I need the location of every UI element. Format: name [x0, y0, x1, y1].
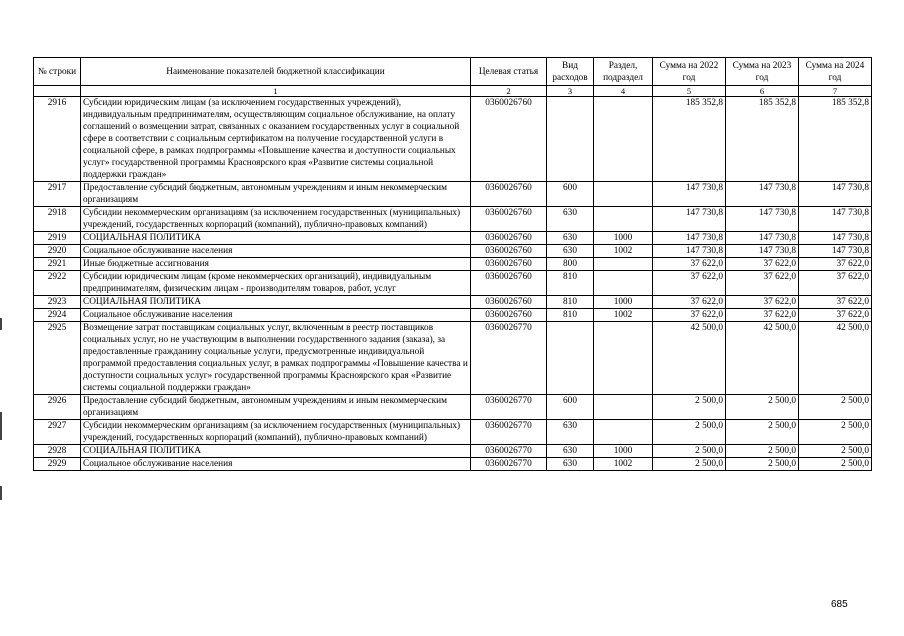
row-name: Возмещение затрат поставщикам социальных услуг, включенным в реестр поставщиков социальных услуг, но не участвующим в выполнении государственного задания (заказа), за предоставленные гражданину социальные услуги, предусмотренные индивидуальной программой предоставления социальных услуг, в рамках подпрограммы «Повышение качества и доступности социальных услуг» государственной программы Красноярского края «Развитие системы социальной поддержки граждан» [81, 322, 471, 395]
column-number: 4 [594, 86, 653, 97]
row-sum-2023: 147 730,8 [726, 207, 799, 232]
column-number: 5 [653, 86, 726, 97]
row-sum-2024: 185 352,8 [799, 97, 872, 182]
row-expense-type: 810 [547, 309, 594, 322]
row-number: 2924 [34, 309, 81, 322]
row-sum-2024: 37 622,0 [799, 296, 872, 309]
table-row [34, 420, 872, 445]
row-sum-2024: 37 622,0 [799, 258, 872, 271]
row-expense-type: 800 [547, 258, 594, 271]
row-sum-2024: 2 500,0 [799, 445, 872, 458]
column-number: 3 [547, 86, 594, 97]
header-name: Наименование показателей бюджетной классификации [81, 58, 471, 86]
scan-edge-mark [0, 318, 2, 330]
row-section: 1000 [594, 296, 653, 309]
row-expense-type: 630 [547, 420, 594, 445]
scan-edge-mark [0, 486, 2, 500]
row-sum-2022: 42 500,0 [653, 322, 726, 395]
row-name: Предоставление субсидий бюджетным, автономным учреждениям и иным некоммерческим организациям [81, 395, 471, 420]
row-target-article: 0360026760 [471, 207, 547, 232]
column-number: 6 [726, 86, 799, 97]
row-expense-type: 600 [547, 395, 594, 420]
row-number: 2920 [34, 245, 81, 258]
row-sum-2022: 37 622,0 [653, 258, 726, 271]
row-name: Субсидии юридическим лицам (за исключением государственных учреждений), индивидуальным предпринимателям, осуществляющим социальное обслуживание, на оплату соглашений о возмещении затрат, связанных с оказанием государственных услуг в социальной сфере в соответствии с социальным сертификатом на получение государственной услуги в социальной сфере, в рамках подпрограммы «Повышение качества и доступности социальных услуг» государственной программы Красноярского края «Развитие системы социальной поддержки граждан» [81, 97, 471, 182]
header-section: Раздел, подраздел [594, 58, 653, 86]
row-expense-type: 630 [547, 232, 594, 245]
row-sum-2024: 2 500,0 [799, 458, 872, 471]
row-sum-2023: 2 500,0 [726, 420, 799, 445]
table-row [34, 296, 872, 309]
row-section: 1002 [594, 458, 653, 471]
row-sum-2022: 37 622,0 [653, 296, 726, 309]
row-expense-type: 630 [547, 245, 594, 258]
row-sum-2022: 147 730,8 [653, 207, 726, 232]
header-sum-2023: Сумма на 2023 год [726, 58, 799, 86]
scan-edge-mark [0, 412, 2, 440]
header-expense-type: Вид расходов [547, 58, 594, 86]
row-sum-2023: 37 622,0 [726, 309, 799, 322]
budget-table [33, 57, 872, 471]
row-section [594, 182, 653, 207]
row-number: 2926 [34, 395, 81, 420]
row-sum-2023: 37 622,0 [726, 296, 799, 309]
row-name: Субсидии некоммерческим организациям (за исключением государственных (муниципальных) учреждений, государственных корпораций (компаний), публично-правовых компаний) [81, 420, 471, 445]
row-section [594, 207, 653, 232]
row-sum-2024: 37 622,0 [799, 309, 872, 322]
row-sum-2024: 2 500,0 [799, 395, 872, 420]
table-row [34, 271, 872, 296]
row-sum-2023: 147 730,8 [726, 232, 799, 245]
table-row [34, 309, 872, 322]
row-section: 1002 [594, 309, 653, 322]
row-expense-type: 630 [547, 458, 594, 471]
column-number: 1 [81, 86, 471, 97]
row-sum-2023: 2 500,0 [726, 395, 799, 420]
row-sum-2022: 147 730,8 [653, 245, 726, 258]
row-target-article: 0360026770 [471, 322, 547, 395]
row-section: 1000 [594, 445, 653, 458]
row-expense-type: 810 [547, 271, 594, 296]
row-sum-2023: 2 500,0 [726, 445, 799, 458]
row-number: 2929 [34, 458, 81, 471]
row-expense-type [547, 97, 594, 182]
row-target-article: 0360026760 [471, 271, 547, 296]
table-row [34, 182, 872, 207]
row-number: 2919 [34, 232, 81, 245]
row-target-article: 0360026770 [471, 420, 547, 445]
row-section [594, 420, 653, 445]
header-sum-2024: Сумма на 2024 год [799, 58, 872, 86]
row-sum-2022: 185 352,8 [653, 97, 726, 182]
column-number [34, 86, 81, 97]
row-sum-2022: 2 500,0 [653, 420, 726, 445]
row-sum-2022: 37 622,0 [653, 309, 726, 322]
row-sum-2024: 147 730,8 [799, 182, 872, 207]
row-sum-2022: 2 500,0 [653, 395, 726, 420]
row-number: 2916 [34, 97, 81, 182]
row-number: 2923 [34, 296, 81, 309]
row-name: Иные бюджетные ассигнования [81, 258, 471, 271]
table-row [34, 258, 872, 271]
row-target-article: 0360026760 [471, 245, 547, 258]
table-row [34, 232, 872, 245]
row-name: Социальное обслуживание населения [81, 245, 471, 258]
row-sum-2022: 147 730,8 [653, 232, 726, 245]
row-number: 2925 [34, 322, 81, 395]
row-expense-type: 630 [547, 445, 594, 458]
row-section [594, 322, 653, 395]
row-target-article: 0360026760 [471, 232, 547, 245]
row-name: СОЦИАЛЬНАЯ ПОЛИТИКА [81, 445, 471, 458]
row-number: 2917 [34, 182, 81, 207]
row-sum-2023: 147 730,8 [726, 245, 799, 258]
row-expense-type: 810 [547, 296, 594, 309]
row-name: Социальное обслуживание населения [81, 458, 471, 471]
row-sum-2024: 2 500,0 [799, 420, 872, 445]
row-sum-2024: 37 622,0 [799, 271, 872, 296]
row-sum-2024: 42 500,0 [799, 322, 872, 395]
row-section [594, 97, 653, 182]
row-section [594, 258, 653, 271]
row-sum-2024: 147 730,8 [799, 245, 872, 258]
table-row [34, 207, 872, 232]
row-number: 2918 [34, 207, 81, 232]
row-target-article: 0360026760 [471, 258, 547, 271]
page-number: 685 [831, 599, 848, 610]
row-target-article: 0360026770 [471, 445, 547, 458]
row-sum-2022: 2 500,0 [653, 458, 726, 471]
column-numbers-row [34, 86, 872, 97]
row-sum-2024: 147 730,8 [799, 232, 872, 245]
row-name: Социальное обслуживание населения [81, 309, 471, 322]
table-row [34, 245, 872, 258]
row-name: Предоставление субсидий бюджетным, автономным учреждениям и иным некоммерческим организациям [81, 182, 471, 207]
row-name: Субсидии некоммерческим организациям (за исключением государственных (муниципальных) учреждений, государственных корпораций (компаний), публично-правовых компаний) [81, 207, 471, 232]
row-sum-2022: 2 500,0 [653, 445, 726, 458]
row-expense-type [547, 322, 594, 395]
row-target-article: 0360026760 [471, 97, 547, 182]
table-row [34, 395, 872, 420]
row-name: СОЦИАЛЬНАЯ ПОЛИТИКА [81, 296, 471, 309]
table-row [34, 322, 872, 395]
row-target-article: 0360026760 [471, 182, 547, 207]
header-target-article: Целевая статья [471, 58, 547, 86]
row-expense-type: 630 [547, 207, 594, 232]
row-number: 2927 [34, 420, 81, 445]
row-name: СОЦИАЛЬНАЯ ПОЛИТИКА [81, 232, 471, 245]
row-section [594, 395, 653, 420]
row-target-article: 0360026770 [471, 458, 547, 471]
row-target-article: 0360026760 [471, 309, 547, 322]
column-number: 7 [799, 86, 872, 97]
row-sum-2023: 2 500,0 [726, 458, 799, 471]
row-expense-type: 600 [547, 182, 594, 207]
row-sum-2022: 147 730,8 [653, 182, 726, 207]
header-sum-2022: Сумма на 2022 год [653, 58, 726, 86]
row-sum-2022: 37 622,0 [653, 271, 726, 296]
row-sum-2024: 147 730,8 [799, 207, 872, 232]
row-sum-2023: 37 622,0 [726, 258, 799, 271]
row-number: 2921 [34, 258, 81, 271]
row-number: 2928 [34, 445, 81, 458]
table-row [34, 97, 872, 182]
row-target-article: 0360026770 [471, 395, 547, 420]
header-row-number: № строки [34, 58, 81, 86]
column-number: 2 [471, 86, 547, 97]
row-section [594, 271, 653, 296]
row-target-article: 0360026760 [471, 296, 547, 309]
row-name: Субсидии юридическим лицам (кроме некоммерческих организаций), индивидуальным предпринимателям, физическим лицам - производителям товаров, работ, услуг [81, 271, 471, 296]
row-number: 2922 [34, 271, 81, 296]
row-section: 1000 [594, 232, 653, 245]
row-sum-2023: 185 352,8 [726, 97, 799, 182]
row-sum-2023: 42 500,0 [726, 322, 799, 395]
row-section: 1002 [594, 245, 653, 258]
row-sum-2023: 147 730,8 [726, 182, 799, 207]
table-row [34, 458, 872, 471]
table-row [34, 445, 872, 458]
row-sum-2023: 37 622,0 [726, 271, 799, 296]
table-header-row [34, 58, 872, 86]
